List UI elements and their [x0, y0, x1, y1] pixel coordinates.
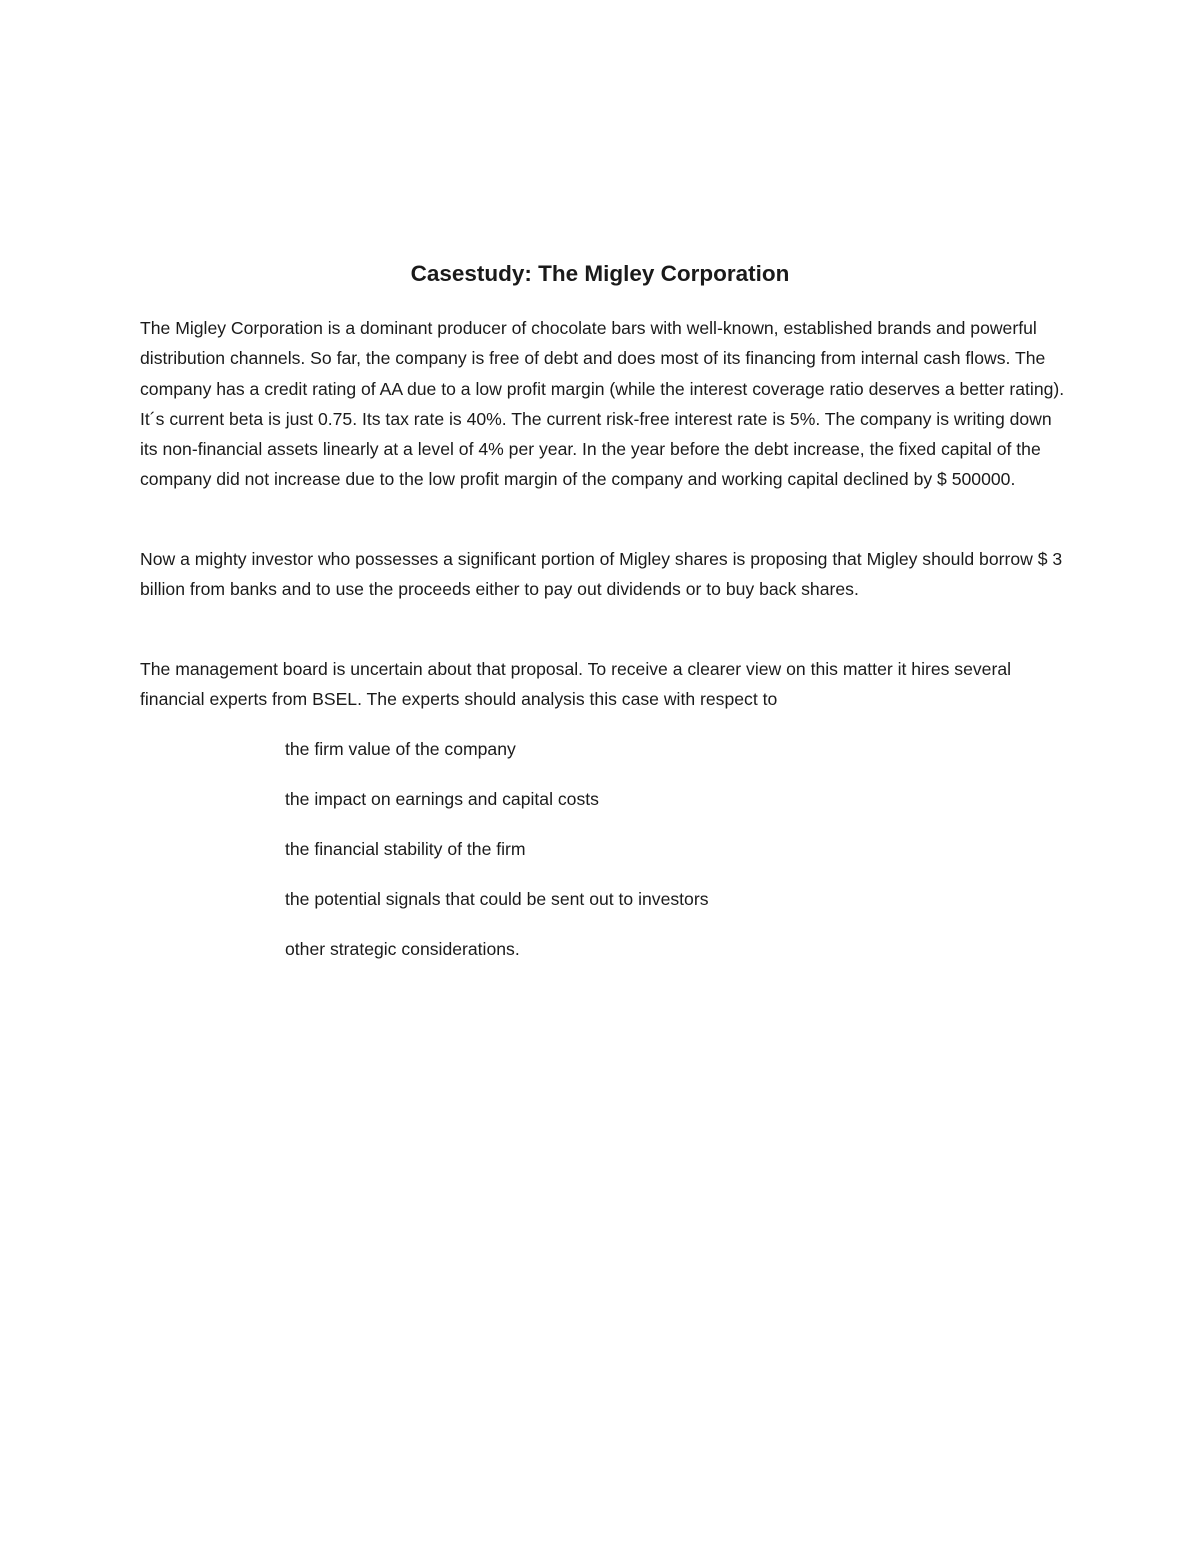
paragraph-investor-proposal: Now a mighty investor who possesses a significant portion of Migley shares is proposing that Migley should borrow $ 3 billion from banks and to use the proceeds either to pay out dividends or to buy back shares. — [140, 549, 1063, 600]
document-title: Casestudy: The Migley Corporation — [410, 261, 790, 286]
list-item: the impact on earnings and capital costs — [285, 789, 599, 809]
list-item: the financial stability of the firm — [285, 839, 526, 859]
paragraph-company-overview: The Migley Corporation is a dominant producer of chocolate bars with well-known, established brands and powerful distribution channels. So far, the company is free of debt and does most of its financing from internal cash flows. The company has a credit rating of AA due to a low profit margin (while the interest coverage ratio deserves a better rating). It´s current beta is just 0.75. Its tax rate is 40%. The current risk-free interest rate is 5%. The company is writing down its non-financial assets linearly at a level of 4% per year. In the year before the debt increase, the fixed capital of the company did not increase due to the low profit margin of the company and working capital declined by $ 500000. — [140, 318, 1065, 490]
list-item: the potential signals that could be sent out to investors — [285, 889, 709, 909]
analysis-topics-list — [285, 734, 1045, 984]
paragraph-management-board: The management board is uncertain about that proposal. To receive a clearer view on this matter it hires several financial experts from BSEL. The experts should analysis this case with respect to — [140, 659, 1012, 710]
list-item: other strategic considerations. — [285, 939, 520, 959]
list-item: the firm value of the company — [285, 739, 516, 759]
